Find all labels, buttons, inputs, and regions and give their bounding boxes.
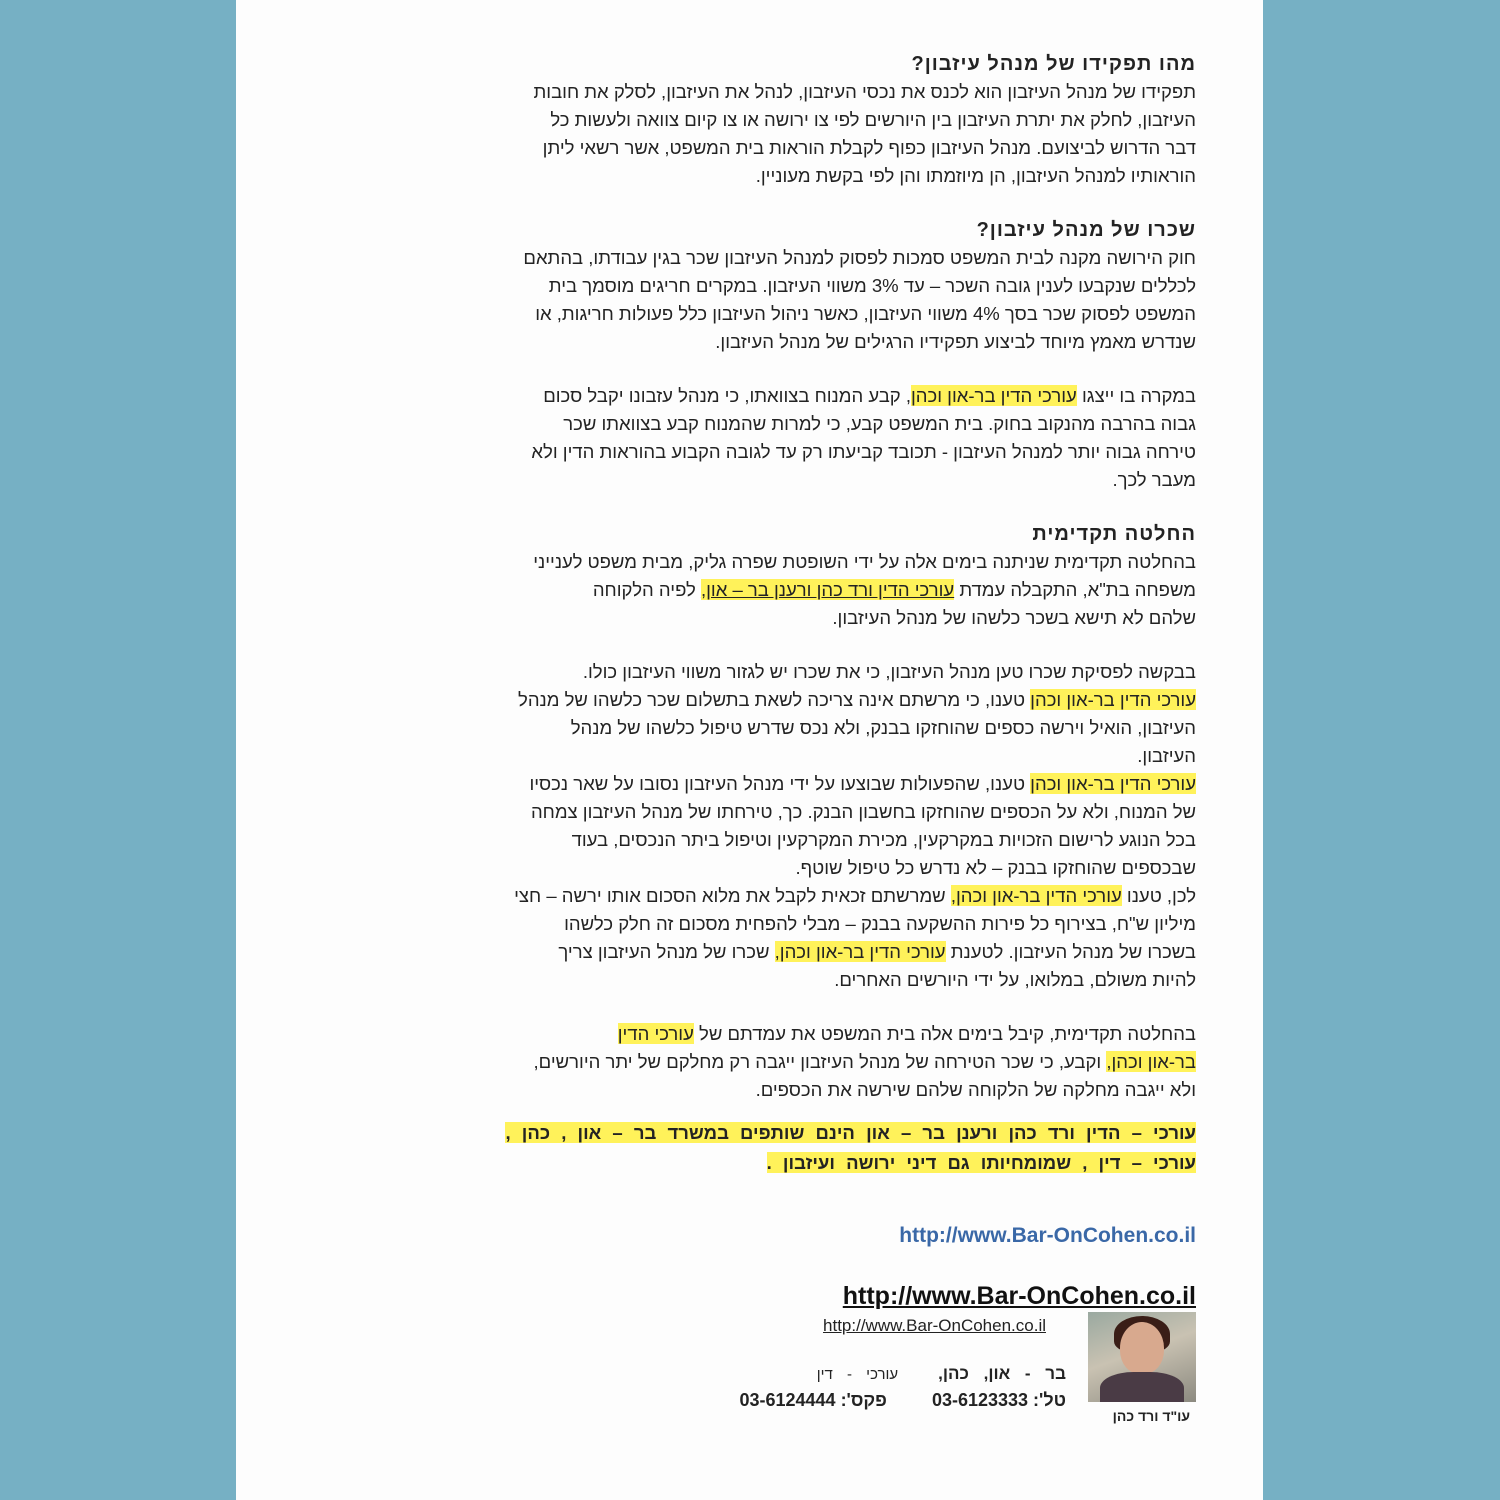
highlighted-lawyers: עורכי הדין xyxy=(617,1023,694,1044)
text-span: וקבע, כי שכר הטירחה של מנהל העיזבון ייגבה רק מחלקם של יתר היורשים, xyxy=(533,1051,1107,1072)
text-span: שמרשתם זכאית לקבל את מלוא הסכום אותו ירשה – חצי xyxy=(514,885,951,906)
text-line: טירחה גבוה יותר למנהל העיזבון - תכובד קביעתו רק עד לגובה הקבוע בהוראות הדין ולא xyxy=(531,441,1196,462)
section-heading: החלטה תקדימית xyxy=(1032,523,1196,545)
text-line: העיזבון. xyxy=(1137,745,1196,766)
text-line: שבכספים שהוחזקו בבנק – לא נדרש כל טיפול שוטף. xyxy=(795,857,1196,878)
lawyer-photo xyxy=(1088,1312,1196,1402)
text-span: טענו, שהפעולות שבוצעו על ידי מנהל העיזבון נסובו על שאר נכסיו xyxy=(529,773,1031,794)
text-line: להיות משולם, במלואו, על ידי היורשים האחרים. xyxy=(834,969,1196,990)
text-line: לכללים שנקבעו לענין גובה השכר – עד 3% משווי העיזבון. במקרים חריגים מוסמך בית xyxy=(548,275,1196,296)
highlighted-lawyers: עורכי הדין בר-און וכהן, xyxy=(774,941,946,962)
text-line xyxy=(351,938,1196,966)
text-span: לפיה הלקוחה xyxy=(592,579,701,600)
text-span: שכרו של מנהל העיזבון צריך xyxy=(558,941,775,962)
text-line: של המנוח, ולא על הכספים שהוחזקו בחשבון הבנק. כך, טירחתו של מנהל העיזבון צמחה xyxy=(530,801,1196,822)
highlighted-lawyers: עורכי הדין ורד כהן ורענן בר – און, xyxy=(700,579,955,600)
text-line: מעבר לכך. xyxy=(1112,469,1196,490)
text-line: בהחלטה תקדימית שניתנה בימים אלה על ידי השופטת שפרה גליק, מבית משפט לענייני xyxy=(533,551,1196,572)
phone-label: טל': xyxy=(1033,1390,1066,1410)
text-line: שנדרש מאמץ מיוחד לביצוע תפקידיו הרגילים של מנהל העיזבון. xyxy=(715,331,1196,352)
partners-statement xyxy=(351,1118,1196,1178)
text-span: לכן, טענו xyxy=(1121,885,1196,906)
highlighted-lawyers: בר-און וכהן, xyxy=(1106,1051,1196,1072)
text-span: בשכרו של מנהל העיזבון. לטענת xyxy=(945,941,1196,962)
section-heading: מהו תפקידו של מנהל עיזבון? xyxy=(911,53,1196,75)
section-role xyxy=(351,50,1196,190)
photo-face xyxy=(1120,1322,1164,1374)
text-line xyxy=(351,382,1196,410)
text-line xyxy=(351,1048,1196,1076)
text-line xyxy=(351,1020,1196,1048)
firm-title: בר - און, כהן, xyxy=(938,1364,1066,1383)
website-links xyxy=(351,1224,1196,1364)
section-ruling xyxy=(351,1020,1196,1104)
section-heading: שכרו של מנהל עיזבון? xyxy=(976,219,1196,241)
phone-number: 03-6123333 xyxy=(931,1390,1029,1410)
text-line xyxy=(351,686,1196,714)
text-line: העיזבון, הואיל וירשה כספים שהוחזקו בבנק, ולא נכס שדרש טיפול כלשהו של מנהל xyxy=(570,717,1196,738)
fax-label: פקס': xyxy=(840,1390,887,1410)
text-span: במקרה בו ייצגו xyxy=(1076,385,1196,406)
website-link-small[interactable]: http://www.Bar-OnCohen.co.il xyxy=(823,1316,1046,1335)
website-link-large[interactable]: http://www.Bar-OnCohen.co.il xyxy=(842,1282,1196,1310)
fax-number: 03-6124444 xyxy=(739,1390,836,1410)
section-case xyxy=(351,382,1196,494)
website-link[interactable]: http://www.Bar-OnCohen.co.il xyxy=(899,1224,1196,1247)
text-line: בכל הנוגע לרישום הזכויות במקרקעין, מכירת המקרקעין וטיפול ביתר הנכסים, בעוד xyxy=(571,829,1196,850)
text-line: שלהם לא תישא בשכר כלשהו של מנהל העיזבון. xyxy=(832,607,1196,628)
text-line: המשפט לפסוק שכר בסך 4% משווי העיזבון, כאשר ניהול העיזבון כלל פעולות חריגות, או xyxy=(535,303,1196,324)
highlighted-lawyers: עורכי הדין בר-און וכהן xyxy=(1030,773,1196,794)
photo-body xyxy=(1100,1372,1184,1402)
text-line: דבר הדרוש לביצועם. מנהל העיזבון כפוף לקבלת הוראות בית המשפט, אשר רשאי ליתן xyxy=(542,137,1196,158)
section-decision xyxy=(351,520,1196,632)
document-page xyxy=(236,0,1263,1500)
firm-role: עורכי - דין xyxy=(816,1366,899,1383)
phone-block xyxy=(932,1390,1066,1410)
section-request xyxy=(351,658,1196,994)
text-line xyxy=(351,770,1196,798)
photo-caption: עו"ד ורד כהן xyxy=(1112,1408,1190,1424)
text-span: משפחה בת"א, התקבלה עמדת xyxy=(954,579,1196,600)
business-card xyxy=(351,1364,1196,1474)
text-span: טענו, כי מרשתם אינה צריכה לשאת בתשלום שכר כלשהו של מנהל xyxy=(518,689,1031,710)
highlighted-lawyers: עורכי הדין בר-און וכהן, xyxy=(950,885,1122,906)
text-line: גבוה בהרבה מהנקוב בחוק. בית המשפט קבע, כי למרות שהמנוח קבע בצוואתו שכר xyxy=(563,413,1196,434)
text-span: בהחלטה תקדימית, קיבל בימים אלה בית המשפט את עמדתם של xyxy=(693,1023,1196,1044)
text-line: הוראותיו למנהל העיזבון, הן מיוזמתו והן לפי בקשת מעוניין. xyxy=(755,165,1196,186)
text-line: תפקידו של מנהל העיזבון הוא לכנס את נכסי העיזבון, לנהל את העיזבון, לסלק את חובות xyxy=(533,81,1196,102)
text-line: ולא ייגבה מחלקה של הלקוחה שלהם שירשה את הכספים. xyxy=(755,1079,1196,1100)
document-content xyxy=(351,50,1196,1474)
section-fee xyxy=(351,216,1196,356)
highlighted-lawyers: עורכי הדין בר-און וכהן xyxy=(1030,689,1196,710)
text-span: , קבע המנוח בצוואתו, כי מנהל עזבונו יקבל סכום xyxy=(543,385,911,406)
partners-line: עורכי – הדין ורד כהן ורענן בר – און הינם שותפים במשרד בר – און , כהן , xyxy=(505,1122,1196,1143)
fax-block xyxy=(739,1390,886,1410)
text-line: העיזבון, לחלק את יתרת העיזבון בין היורשים לפי צו ירושה או צו קיום צוואה ולעשות כל xyxy=(550,109,1196,130)
highlighted-lawyers: עורכי הדין בר-און וכהן xyxy=(910,385,1077,406)
text-line: חוק הירושה מקנה לבית המשפט סמכות לפסוק למנהל העיזבון שכר בגין עבודתו, בהתאם xyxy=(523,247,1196,268)
firm-name xyxy=(817,1364,1066,1384)
text-line xyxy=(351,576,1196,604)
text-line xyxy=(351,882,1196,910)
text-line: מיליון ש"ח, בצירוף כל פירות ההשקעה בבנק – מבלי להפחית מסכום זה חלק כלשהו xyxy=(564,913,1196,934)
partners-line: עורכי – דין , שמומחיותו גם דיני ירושה ועיזבון . xyxy=(766,1152,1196,1173)
text-line: בבקשה לפסיקת שכרו טען מנהל העיזבון, כי את שכרו יש לגזור משווי העיזבון כולו. xyxy=(582,661,1196,682)
contact-numbers xyxy=(699,1390,1066,1411)
